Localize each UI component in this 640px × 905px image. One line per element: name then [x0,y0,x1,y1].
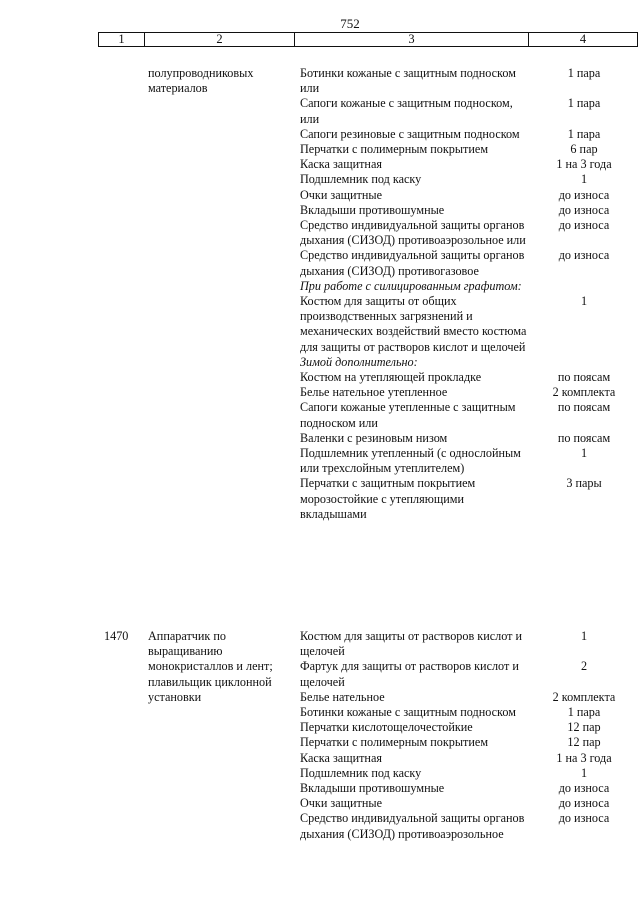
ppe-item [300,705,640,720]
ppe-item [300,370,640,385]
ppe-item-name: Костюм на утепляющей прокладке [300,370,482,385]
ppe-item-list [300,66,640,522]
header-col-3: 3 [295,33,529,46]
ppe-item-name: Фартук для защиты от растворов кислот и щелочей [300,659,519,689]
condition-note [300,279,640,294]
ppe-item-quantity: по поясам [557,370,611,385]
ppe-item [300,142,640,157]
ppe-item-quantity: 2 [580,659,588,674]
page-number: 752 [340,16,360,31]
table-header [98,32,638,47]
ppe-item-list [300,629,640,842]
ppe-item-name: Каска защитная [300,750,382,765]
condition-note [300,355,640,370]
ppe-item-name: Перчатки с полимерным покрытием [300,735,489,750]
ppe-item-quantity: 1 [580,765,588,780]
ppe-item [300,248,640,278]
ppe-item [300,294,640,355]
ppe-item-quantity: до износа [558,796,610,811]
ppe-item [300,400,640,430]
ppe-item-quantity: до износа [558,781,610,796]
ppe-item-quantity: по поясам [557,430,611,445]
ppe-item [300,431,640,446]
ppe-item [300,172,640,187]
ppe-item-quantity: 1 пара [567,96,601,111]
ppe-item-name: При работе с силицированным графитом: [300,278,522,293]
header-col-1: 1 [99,33,145,46]
ppe-item-name: Белье нательное [300,689,385,704]
ppe-item-quantity: 3 пары [566,476,602,491]
ppe-item-name: Белье нательное утепленное [300,385,448,400]
ppe-item-quantity: 6 пар [570,142,598,157]
ppe-item [300,218,640,248]
header-col-4: 4 [579,32,587,46]
ppe-item [300,127,640,142]
ppe-item-name: Средство индивидуальной защиты органов дыхания (СИЗОД) противогазовое [300,248,525,278]
ppe-item-name: Ботинки кожаные с защитным подноском или [300,66,516,96]
ppe-item-quantity: до износа [558,202,610,217]
ppe-item-name: Подшлемник под каску [300,765,422,780]
ppe-item-quantity: 2 комплекта [552,689,616,704]
ppe-item [300,796,640,811]
ppe-item-quantity: до износа [558,218,610,233]
profession-name: Аппаратчик по выращиванию монокристаллов и лент; плавильщик циклонной установки [148,629,273,704]
ppe-item-quantity: 1 [580,172,588,187]
ppe-item-name: Костюм для защиты от общих производственных загрязнений и механических воздействий вместо костюма для защиты от растворов кислот и щелочей [300,294,527,354]
ppe-item-quantity: 1 [580,294,588,309]
ppe-item [300,629,640,659]
ppe-item-name: Средство индивидуальной защиты органов дыхания (СИЗОД) противоаэрозольное или [300,218,526,248]
ppe-item-name: Средство индивидуальной защиты органов дыхания (СИЗОД) противоаэрозольное [300,811,525,841]
ppe-item-quantity: 12 пар [567,735,601,750]
header-col-2: 2 [145,33,295,46]
ppe-item-name: Очки защитные [300,187,382,202]
row-number: 1470 [104,629,129,643]
ppe-item-name: Сапоги кожаные с защитным подноском, или [300,96,513,126]
ppe-item-name: Костюм для защиты от растворов кислот и щелочей [300,629,523,659]
ppe-item [300,751,640,766]
ppe-item [300,446,640,476]
ppe-item [300,781,640,796]
ppe-item-name: Вкладыши противошумные [300,202,445,217]
ppe-item-name: Перчатки с защитным покрытием морозостойкие с утепляющими вкладышами [300,476,476,521]
ppe-item-quantity: 1 на 3 года [556,157,612,172]
ppe-item [300,735,640,750]
ppe-item [300,96,640,126]
ppe-item-name: Сапоги кожаные утепленные с защитным подноском или [300,400,516,430]
ppe-item-quantity: 1 [580,446,588,461]
ppe-item-quantity: 2 комплекта [552,385,616,400]
ppe-item-quantity: 1 пара [567,66,601,80]
ppe-item-quantity: 1 пара [567,705,601,720]
ppe-item [300,811,640,841]
ppe-item-quantity: до износа [558,811,610,826]
ppe-item-quantity: 1 на 3 года [556,750,612,765]
ppe-item [300,659,640,689]
ppe-item-name: Сапоги резиновые с защитным подноском [300,126,520,141]
ppe-item-quantity: 1 [580,629,588,643]
ppe-item-name: Подшлемник под каску [300,172,422,187]
ppe-item-quantity: 12 пар [567,720,601,735]
ppe-item [300,188,640,203]
ppe-item [300,476,640,522]
ppe-item [300,766,640,781]
ppe-item-name: Каска защитная [300,157,382,172]
profession-name: полупроводниковых материалов [148,66,254,96]
ppe-item [300,690,640,705]
ppe-item-quantity [528,355,640,370]
ppe-item-quantity [528,279,640,294]
ppe-item-name: Перчатки кислотощелочестойкие [300,720,473,735]
ppe-item-quantity: до износа [558,187,610,202]
ppe-item [300,157,640,172]
ppe-item-name: Перчатки с полимерным покрытием [300,142,489,157]
ppe-item [300,720,640,735]
ppe-item [300,203,640,218]
ppe-item [300,385,640,400]
ppe-item [300,66,640,96]
ppe-item-name: Валенки с резиновым низом [300,430,448,445]
ppe-item-name: Подшлемник утепленный (с однослойным или трехслойным утеплителем) [300,446,521,476]
ppe-item-name: Зимой дополнительно: [300,354,418,369]
ppe-item-name: Вкладыши противошумные [300,781,445,796]
ppe-item-quantity: 1 пара [567,126,601,141]
ppe-item-quantity: до износа [558,248,610,263]
ppe-item-name: Ботинки кожаные с защитным подноском [300,705,516,720]
ppe-item-quantity: по поясам [557,400,611,415]
ppe-item-name: Очки защитные [300,796,382,811]
